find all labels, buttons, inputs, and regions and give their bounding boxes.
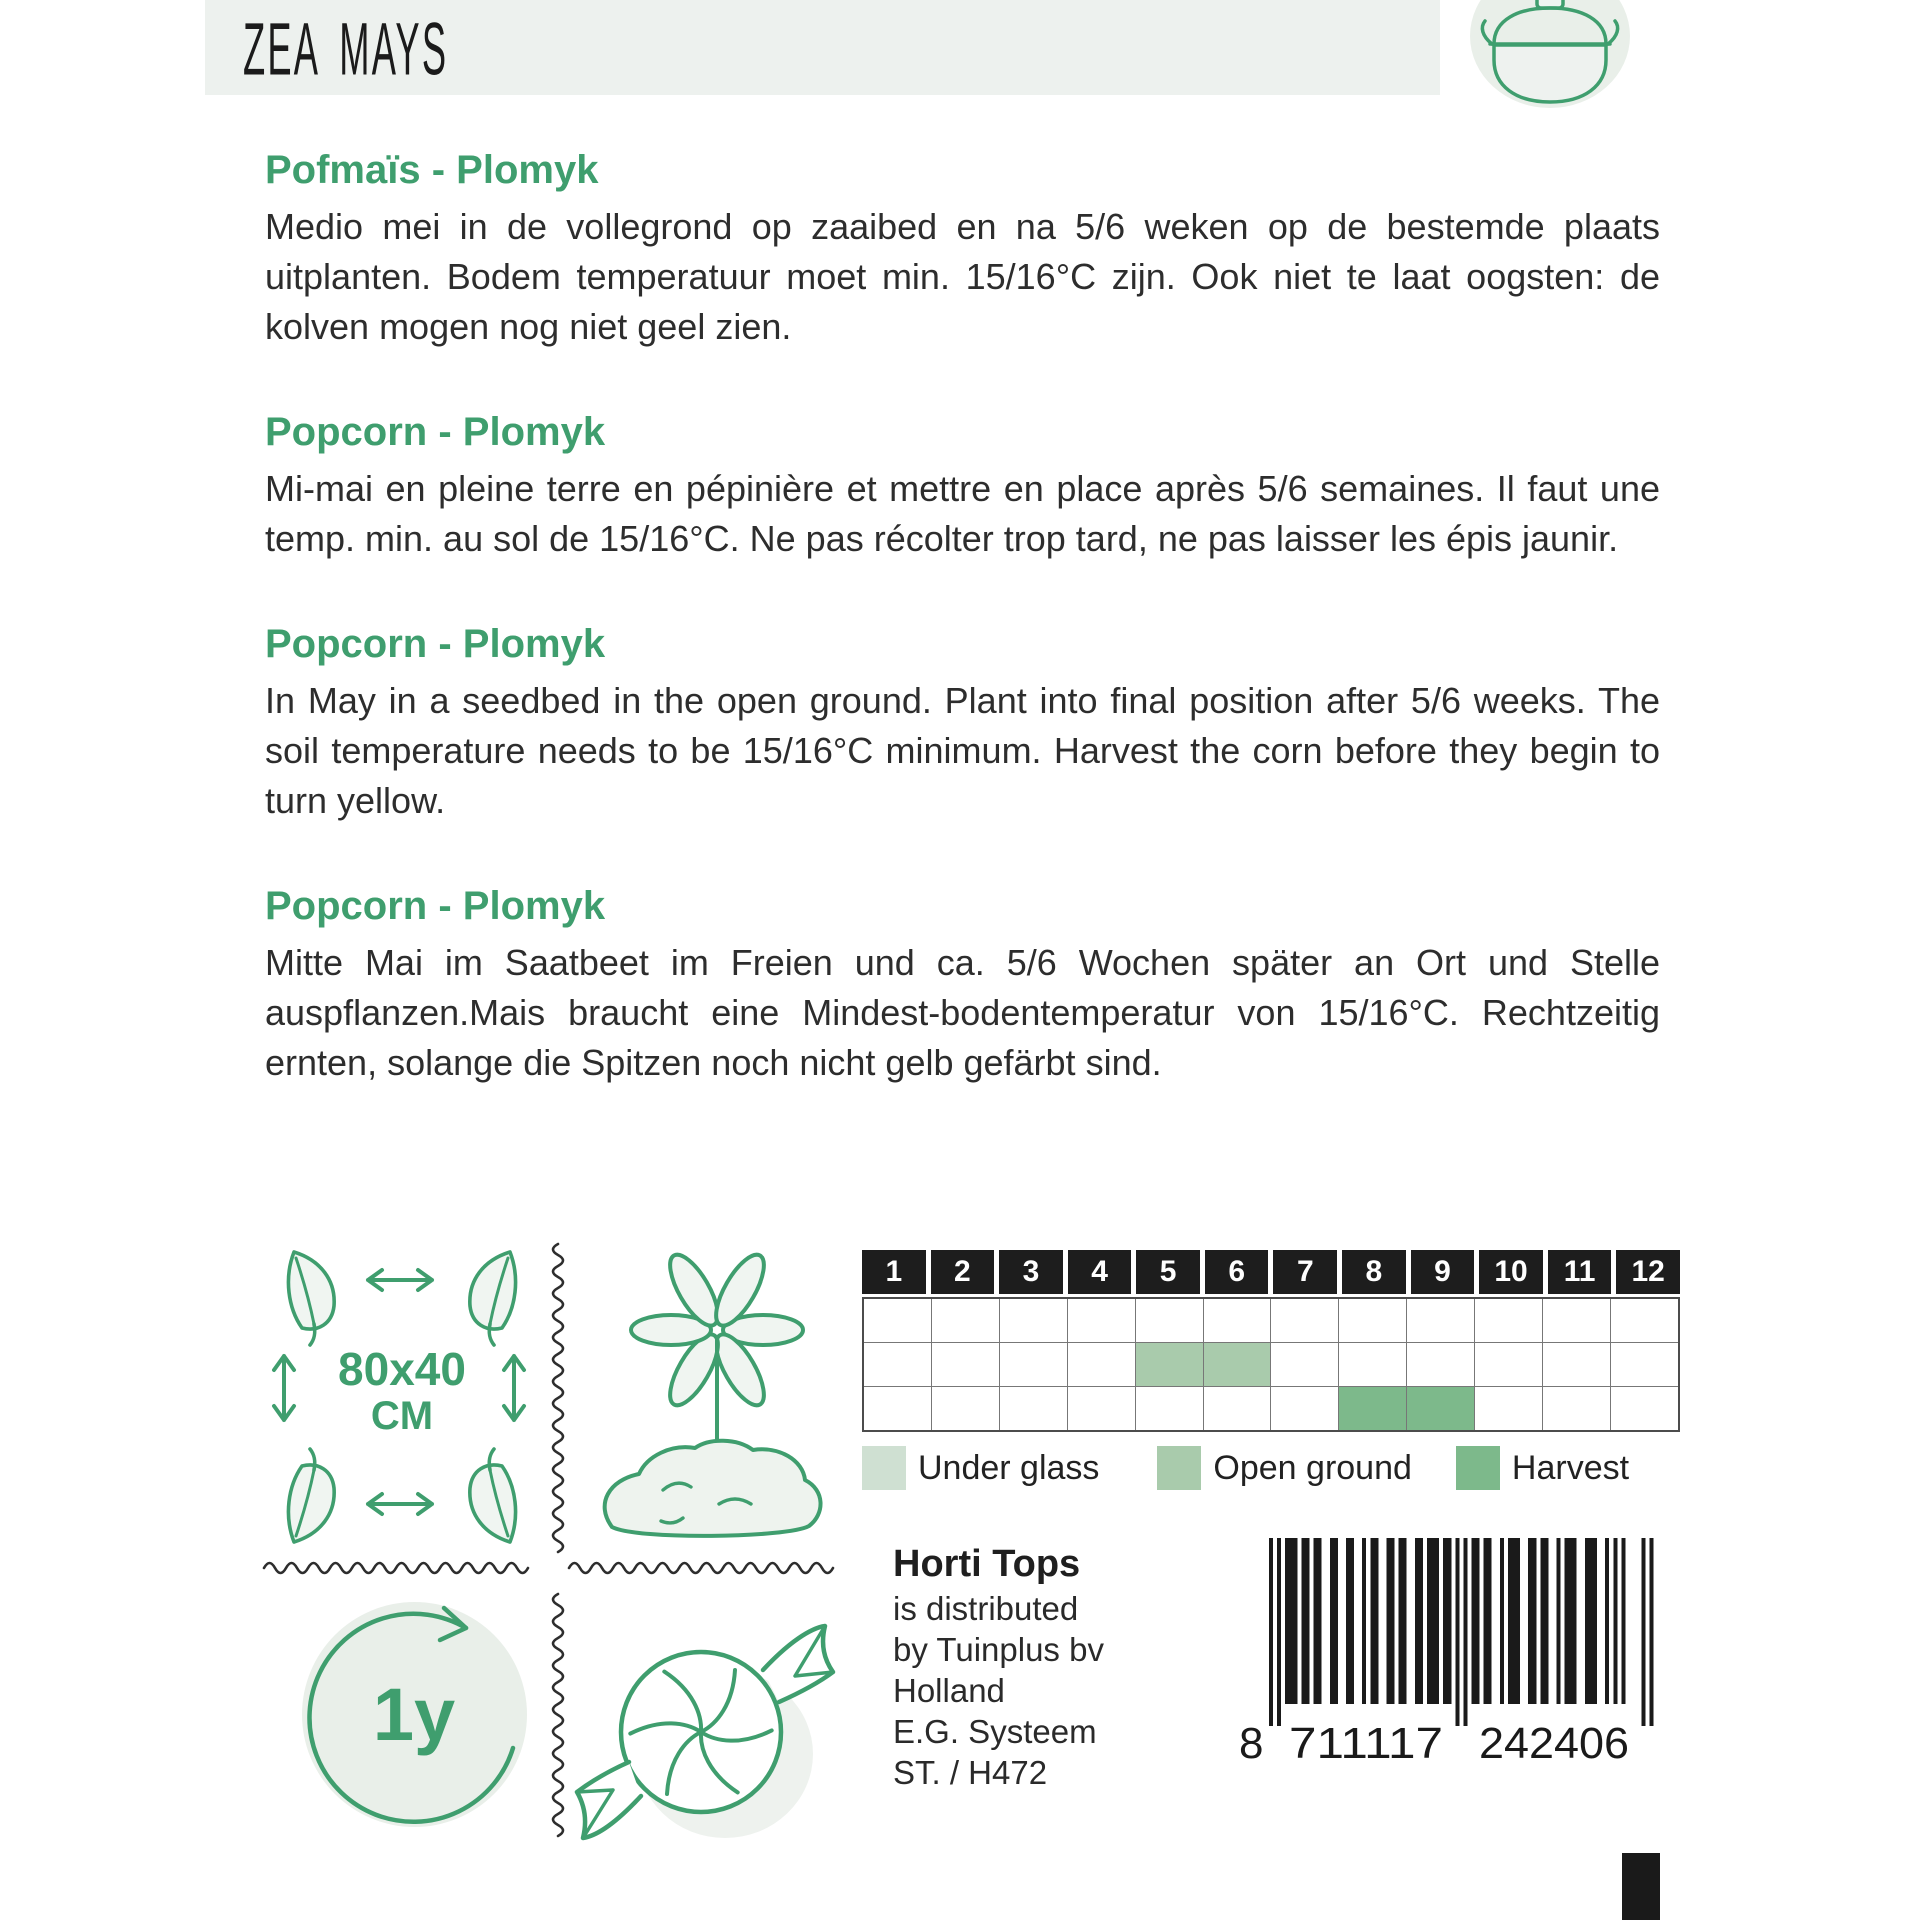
calendar-cell-harvest-9 <box>1407 1387 1474 1430</box>
section-heading-fr: Popcorn - Plomyk <box>265 410 606 454</box>
calendar-month-2: 2 <box>931 1250 995 1294</box>
seedling-icon <box>567 1242 847 1552</box>
spacing-value: 80x40 <box>338 1343 466 1395</box>
calendar-month-3: 3 <box>999 1250 1063 1294</box>
legend-swatch-open-ground <box>1157 1446 1201 1490</box>
distributor-line: by Tuinplus bv <box>893 1631 1104 1668</box>
calendar-cell-harvest-1 <box>864 1387 931 1430</box>
legend-item-harvest <box>1456 1446 1629 1490</box>
calendar-month-12: 12 <box>1616 1250 1680 1294</box>
calendar-cell-open-ground-7 <box>1271 1343 1338 1386</box>
calendar-cell-under-glass-5 <box>1136 1299 1203 1342</box>
barcode-digits-left: 711117 <box>1289 1719 1443 1768</box>
calendar-cell-under-glass-6 <box>1204 1299 1271 1342</box>
calendar-cell-open-ground-9 <box>1407 1343 1474 1386</box>
horizontal-arrow-icon <box>368 1494 432 1514</box>
divider-wave-vertical <box>550 1592 566 1858</box>
calendar-cell-open-ground-5 <box>1136 1343 1203 1386</box>
calendar-cell-harvest-8 <box>1339 1387 1406 1430</box>
section-heading-de: Popcorn - Plomyk <box>265 884 606 928</box>
calendar-cell-under-glass-10 <box>1475 1299 1542 1342</box>
calendar-cell-harvest-12 <box>1611 1387 1678 1430</box>
calendar-legend <box>862 1446 1680 1490</box>
legend-label: Under glass <box>918 1448 1100 1487</box>
horizontal-arrow-icon <box>368 1270 432 1290</box>
legend-item-under-glass <box>862 1446 1099 1490</box>
culture-icons <box>262 1242 847 1882</box>
calendar-cell-harvest-3 <box>1000 1387 1067 1430</box>
calendar-cell-open-ground-1 <box>864 1343 931 1386</box>
calendar-cell-under-glass-9 <box>1407 1299 1474 1342</box>
shelf-life-value: 1y <box>372 1673 456 1756</box>
barcode <box>1235 1538 1665 1773</box>
calendar-cell-harvest-7 <box>1271 1387 1338 1430</box>
calendar-cell-open-ground-3 <box>1000 1343 1067 1386</box>
legend-label: Open ground <box>1213 1448 1412 1487</box>
distributor-line: ST. / H472 <box>893 1754 1048 1791</box>
candy-icon <box>567 1592 847 1882</box>
distributor-line: E.G. Systeem <box>893 1713 1097 1750</box>
section-body-fr: Mi-mai en pleine terre en pépinière et mettre en place après 5/6 semaines. Il faut une temp. min. au sol de 15/16°C. Ne pas récolter trop tard, ne pas laisser les épis jaunir. <box>265 468 1660 559</box>
calendar-cell-open-ground-10 <box>1475 1343 1542 1386</box>
legend-label: Harvest <box>1511 1448 1630 1487</box>
calendar-cell-under-glass-8 <box>1339 1299 1406 1342</box>
distributor-name: Horti Tops <box>893 1543 1081 1585</box>
section-body-nl: Medio mei in de vollegrond op zaaibed en na 5/6 weken op de bestemde plaats uitplanten. Bodem temperatuur moet min. 15/16°C zijn. Ook niet te laat oogsten: de kolven mogen nog niet geel zien. <box>265 206 1660 347</box>
barcode-digit-first: 8 <box>1239 1719 1264 1768</box>
legend-item-open-ground <box>1157 1446 1412 1490</box>
divider-wave-vertical <box>550 1242 566 1558</box>
description-sections <box>265 146 1660 1088</box>
section-en <box>265 620 1660 826</box>
calendar-month-9: 9 <box>1411 1250 1475 1294</box>
calendar-cell-under-glass-4 <box>1068 1299 1135 1342</box>
calendar-cell-under-glass-12 <box>1611 1299 1678 1342</box>
section-heading-en: Popcorn - Plomyk <box>265 622 606 666</box>
print-registration-mark <box>1622 1853 1660 1920</box>
barcode-digits-right: 242406 <box>1479 1719 1629 1768</box>
vertical-arrow-icon <box>504 1356 524 1420</box>
distributor-line: is distributed <box>893 1590 1079 1627</box>
section-de <box>265 882 1660 1088</box>
calendar-month-1: 1 <box>862 1250 926 1294</box>
legend-swatch-harvest <box>1456 1446 1500 1490</box>
calendar-month-header <box>862 1250 1680 1294</box>
calendar-cell-under-glass-11 <box>1543 1299 1610 1342</box>
vertical-arrow-icon <box>274 1356 294 1420</box>
section-body-de: Mitte Mai im Saatbeet im Freien und ca. 5/6 Wochen später an Ort und Stelle auspflanzen.Mais braucht eine Mindest-bodentemperatur von 15/16°C. Rechtzeitig ernten, solange die Spitzen noch nicht gelb gefärbt sind. <box>265 942 1660 1083</box>
divider-wave-horizontal <box>262 1560 542 1576</box>
calendar-cell-under-glass-2 <box>932 1299 999 1342</box>
calendar-month-8: 8 <box>1342 1250 1406 1294</box>
calendar-month-4: 4 <box>1068 1250 1132 1294</box>
calendar-cell-harvest-5 <box>1136 1387 1203 1430</box>
calendar-cell-open-ground-2 <box>932 1343 999 1386</box>
calendar-cell-under-glass-1 <box>864 1299 931 1342</box>
sowing-calendar <box>862 1250 1680 1490</box>
section-body-en: In May in a seedbed in the open ground. Plant into final position after 5/6 weeks. The soil temperature needs to be 15/16°C minimum. Harvest the corn before they begin to turn yellow. <box>265 680 1660 821</box>
calendar-cell-harvest-4 <box>1068 1387 1135 1430</box>
calendar-month-7: 7 <box>1273 1250 1337 1294</box>
spacing-text <box>302 1344 502 1438</box>
calendar-body <box>862 1297 1680 1432</box>
barcode-bars <box>1269 1538 1654 1726</box>
cooking-pot-icon <box>1452 0 1647 125</box>
calendar-cell-open-ground-11 <box>1543 1343 1610 1386</box>
calendar-month-6: 6 <box>1205 1250 1269 1294</box>
calendar-cell-harvest-2 <box>932 1387 999 1430</box>
species-title: ZEA MAYS <box>243 7 449 90</box>
calendar-cell-harvest-11 <box>1543 1387 1610 1430</box>
distributor-info <box>893 1540 1233 1793</box>
calendar-cell-harvest-10 <box>1475 1387 1542 1430</box>
calendar-cell-under-glass-7 <box>1271 1299 1338 1342</box>
calendar-cell-harvest-6 <box>1204 1387 1271 1430</box>
calendar-month-10: 10 <box>1479 1250 1543 1294</box>
calendar-cell-open-ground-12 <box>1611 1343 1678 1386</box>
section-nl <box>265 146 1660 352</box>
calendar-cell-under-glass-3 <box>1000 1299 1067 1342</box>
spacing-unit: CM <box>370 1394 434 1438</box>
legend-swatch-under-glass <box>862 1446 906 1490</box>
distributor-line: Holland <box>893 1672 1005 1709</box>
calendar-cell-open-ground-6 <box>1204 1343 1271 1386</box>
divider-wave-horizontal <box>567 1560 847 1576</box>
section-fr <box>265 408 1660 564</box>
section-heading-nl: Pofmaïs - Plomyk <box>265 148 599 192</box>
calendar-month-11: 11 <box>1548 1250 1612 1294</box>
calendar-cell-open-ground-4 <box>1068 1343 1135 1386</box>
calendar-cell-open-ground-8 <box>1339 1343 1406 1386</box>
calendar-month-5: 5 <box>1136 1250 1200 1294</box>
